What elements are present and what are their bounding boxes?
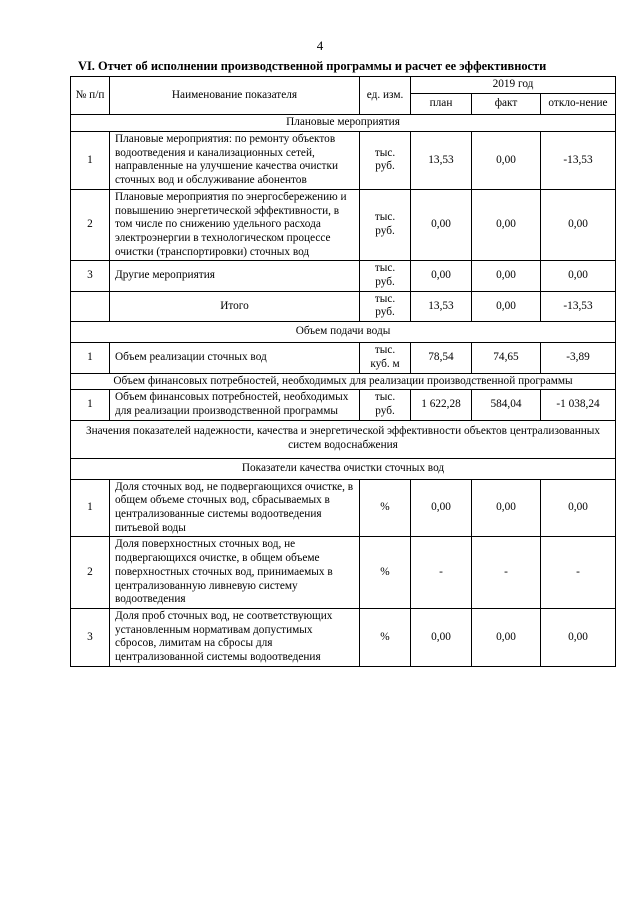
header-unit: ед. изм. bbox=[360, 77, 411, 115]
cell-plan: 1 622,28 bbox=[411, 390, 472, 420]
header-fact: факт bbox=[472, 94, 541, 115]
cell-num-empty bbox=[71, 292, 110, 322]
cell-num: 1 bbox=[71, 132, 110, 190]
cell-num: 1 bbox=[71, 480, 110, 538]
cell-plan: 0,00 bbox=[411, 609, 472, 667]
cell-unit: тыс. руб. bbox=[360, 390, 411, 420]
cell-deviation: 0,00 bbox=[541, 609, 616, 667]
cell-deviation: 0,00 bbox=[541, 261, 616, 291]
cell-plan: 78,54 bbox=[411, 343, 472, 373]
cell-fact: 0,00 bbox=[472, 132, 541, 190]
cell-unit: % bbox=[360, 480, 411, 538]
cell-num: 3 bbox=[71, 261, 110, 291]
cell-name: Объем реализации сточных вод bbox=[110, 343, 360, 373]
section-volume: Объем подачи воды bbox=[71, 322, 616, 343]
cell-name: Другие мероприятия bbox=[110, 261, 360, 291]
cell-plan: 0,00 bbox=[411, 190, 472, 262]
cell-fact: 584,04 bbox=[472, 390, 541, 420]
cell-plan: 13,53 bbox=[411, 292, 472, 322]
cell-deviation: - bbox=[541, 537, 616, 609]
header-deviation: откло-нение bbox=[541, 94, 616, 115]
cell-name: Доля поверхностных сточных вод, не подвергающихся очистке, в общем объеме поверхностных сточных вод, принимаемых в централизованную ливневую систему водоотведения bbox=[110, 537, 360, 609]
total-label: Итого bbox=[110, 292, 360, 322]
cell-deviation: -3,89 bbox=[541, 343, 616, 373]
cell-fact: 0,00 bbox=[472, 480, 541, 538]
cell-name: Плановые мероприятия по энергосбережению и повышению энергетической эффективности, в том числе по снижению удельного расхода электроэнергии в технологическом процессе очистки (транспортировки) сточных вод bbox=[110, 190, 360, 262]
cell-name: Доля сточных вод, не подвергающихся очистке, в общем объеме сточных вод, сбрасываемых в централизованные системы водоотведения питьевой воды bbox=[110, 480, 360, 538]
document-title: VI. Отчет об исполнении производственной программы и расчет ее эффективности bbox=[78, 59, 547, 73]
cell-fact: 0,00 bbox=[472, 261, 541, 291]
cell-name: Доля проб сточных вод, не соответствующих установленным нормативам допустимых сбросов, лимитам на сбросы для централизованной системы водоотведения bbox=[110, 609, 360, 667]
cell-deviation: -1 038,24 bbox=[541, 390, 616, 420]
section-reliability: Значения показателей надежности, качества и энергетической эффективности объектов централизованных систем водоснабжения bbox=[71, 421, 616, 459]
cell-deviation: -13,53 bbox=[541, 292, 616, 322]
report-table bbox=[70, 76, 616, 667]
header-plan: план bbox=[411, 94, 472, 115]
header-num: № п/п bbox=[71, 77, 110, 115]
cell-name: Плановые мероприятия: по ремонту объектов водоотведения и канализационных сетей, направленные на улучшение качества очистки сточных вод и обслуживание абонентов bbox=[110, 132, 360, 190]
cell-plan: - bbox=[411, 537, 472, 609]
cell-fact: 0,00 bbox=[472, 609, 541, 667]
cell-unit: тыс. руб. bbox=[360, 132, 411, 190]
cell-num: 3 bbox=[71, 609, 110, 667]
cell-plan: 0,00 bbox=[411, 480, 472, 538]
cell-fact: 0,00 bbox=[472, 190, 541, 262]
cell-num: 2 bbox=[71, 190, 110, 262]
cell-deviation: -13,53 bbox=[541, 132, 616, 190]
cell-unit: % bbox=[360, 537, 411, 609]
cell-num: 1 bbox=[71, 343, 110, 373]
page-number: 4 bbox=[316, 38, 324, 53]
cell-unit: тыс. руб. bbox=[360, 261, 411, 291]
cell-num: 1 bbox=[71, 390, 110, 420]
header-year: 2019 год bbox=[411, 77, 616, 94]
cell-num: 2 bbox=[71, 537, 110, 609]
cell-deviation: 0,00 bbox=[541, 190, 616, 262]
cell-plan: 0,00 bbox=[411, 261, 472, 291]
section-quality: Показатели качества очистки сточных вод bbox=[71, 459, 616, 480]
section-finance: Объем финансовых потребностей, необходимых для реализации производственной программы bbox=[71, 374, 616, 391]
cell-unit: тыс. руб. bbox=[360, 190, 411, 262]
cell-unit: тыс. куб. м bbox=[360, 343, 411, 373]
cell-fact: 0,00 bbox=[472, 292, 541, 322]
section-planned: Плановые мероприятия bbox=[71, 115, 616, 132]
cell-deviation: 0,00 bbox=[541, 480, 616, 538]
cell-unit: тыс. руб. bbox=[360, 292, 411, 322]
cell-unit: % bbox=[360, 609, 411, 667]
cell-fact: 74,65 bbox=[472, 343, 541, 373]
cell-plan: 13,53 bbox=[411, 132, 472, 190]
cell-name: Объем финансовых потребностей, необходимых для реализации производственной программы bbox=[110, 390, 360, 420]
header-name: Наименование показателя bbox=[110, 77, 360, 115]
cell-fact: - bbox=[472, 537, 541, 609]
